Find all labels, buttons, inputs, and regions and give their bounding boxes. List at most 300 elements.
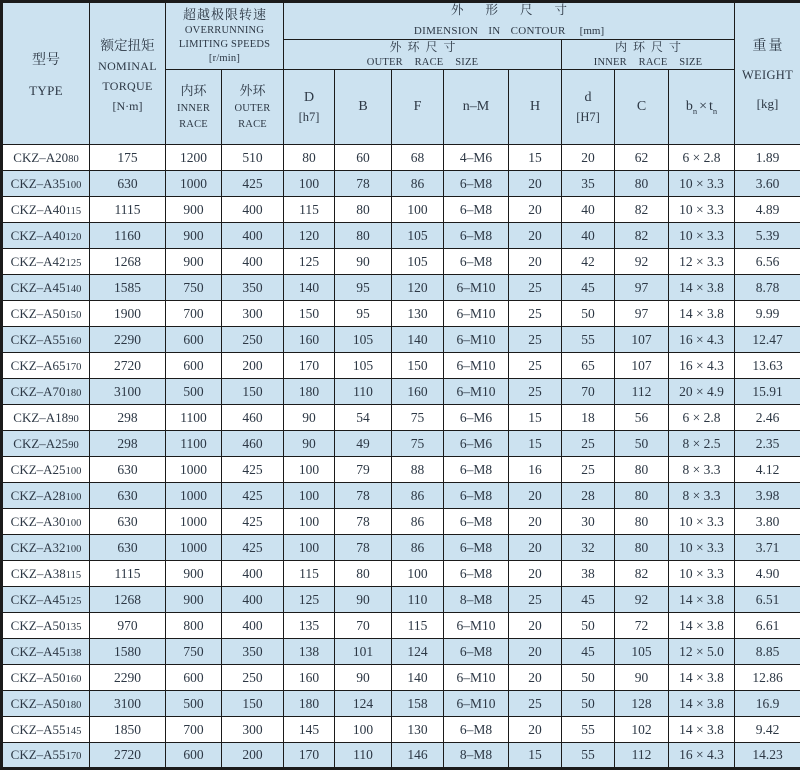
cell-nM: 6–M10 [444,275,509,301]
cell-d: 25 [562,431,615,457]
cell-outer_speed: 425 [222,483,284,509]
cell-C: 97 [615,301,669,327]
cell-C: 112 [615,743,669,769]
cell-outer_speed: 150 [222,691,284,717]
table-row [2,717,800,743]
cell-nM: 6–M8 [444,535,509,561]
col-nM-letter: n–M [444,99,508,115]
cell-bt: 16 × 4.3 [669,743,735,769]
cell-B: 78 [335,509,392,535]
inner-race-size-zh: 内环尺寸 [615,40,687,55]
cell-inner_speed: 1100 [166,405,222,431]
group-header-outer-race-size [284,40,562,70]
cell-H: 15 [509,405,562,431]
cell-H: 16 [509,457,562,483]
outer-race-en1: OUTER [235,102,271,116]
cell-outer_speed: 400 [222,587,284,613]
cell-inner_speed: 900 [166,249,222,275]
cell-weight: 2.35 [735,431,800,457]
cell-nM: 6–M8 [444,197,509,223]
col-F-letter: F [392,99,443,115]
cell-weight: 3.98 [735,483,800,509]
cell-C: 107 [615,327,669,353]
cell-C: 128 [615,691,669,717]
cell-bt: 10 × 3.3 [669,561,735,587]
cell-torque: 1268 [90,587,166,613]
cell-torque: 298 [90,431,166,457]
table-row [2,509,800,535]
cell-F: 86 [392,483,444,509]
table-row [2,249,800,275]
cell-F: 130 [392,301,444,327]
cell-d: 70 [562,379,615,405]
cell-type: CKZ–A50135 [2,613,90,639]
cell-nM: 6–M10 [444,665,509,691]
cell-torque: 1115 [90,561,166,587]
cell-type: CKZ–A35100 [2,171,90,197]
cell-type: CKZ–A55160 [2,327,90,353]
cell-B: 105 [335,353,392,379]
cell-torque: 630 [90,171,166,197]
cell-inner_speed: 600 [166,743,222,769]
cell-D: 100 [284,483,335,509]
cell-nM: 6–M10 [444,613,509,639]
cell-torque: 630 [90,535,166,561]
cell-B: 60 [335,145,392,171]
cell-nM: 6–M10 [444,327,509,353]
cell-nM: 6–M6 [444,431,509,457]
cell-F: 146 [392,743,444,769]
dimension-label-en: DIMENSION IN CONTOUR [414,25,566,37]
column-header-C [615,70,669,145]
cell-d: 28 [562,483,615,509]
cell-d: 40 [562,197,615,223]
cell-type: CKZ–A40115 [2,197,90,223]
cell-F: 140 [392,327,444,353]
column-header-bt [669,70,735,145]
cell-inner_speed: 800 [166,613,222,639]
inner-race-size-en: INNER RACE SIZE [594,56,703,69]
cell-inner_speed: 1000 [166,509,222,535]
cell-inner_speed: 1000 [166,483,222,509]
cell-weight: 13.63 [735,353,800,379]
cell-H: 20 [509,223,562,249]
table-row [2,405,800,431]
cell-C: 62 [615,145,669,171]
torque-unit: [N·m] [113,99,143,114]
cell-bt: 10 × 3.3 [669,509,735,535]
cell-inner_speed: 1000 [166,457,222,483]
cell-inner_speed: 900 [166,223,222,249]
cell-B: 80 [335,197,392,223]
cell-B: 78 [335,483,392,509]
cell-inner_speed: 750 [166,639,222,665]
table-row [2,353,800,379]
cell-nM: 6–M8 [444,639,509,665]
cell-H: 25 [509,353,562,379]
dimension-label-zh: 外形尺寸 [451,3,589,18]
cell-bt: 14 × 3.8 [669,613,735,639]
cell-outer_speed: 200 [222,353,284,379]
cell-outer_speed: 400 [222,613,284,639]
cell-F: 68 [392,145,444,171]
col-C-letter: C [615,99,668,115]
cell-weight: 2.46 [735,405,800,431]
cell-D: 90 [284,405,335,431]
cell-B: 80 [335,223,392,249]
cell-d: 45 [562,639,615,665]
cell-C: 82 [615,561,669,587]
cell-inner_speed: 750 [166,275,222,301]
cell-type: CKZ–A2590 [2,431,90,457]
cell-D: 125 [284,587,335,613]
bt-t-sub: n [713,106,717,116]
col-H-letter: H [509,99,561,115]
cell-d: 65 [562,353,615,379]
cell-torque: 1850 [90,717,166,743]
cell-inner_speed: 1000 [166,171,222,197]
cell-type: CKZ–A25100 [2,457,90,483]
cell-nM: 6–M8 [444,483,509,509]
cell-outer_speed: 460 [222,431,284,457]
cell-outer_speed: 300 [222,717,284,743]
cell-weight: 3.60 [735,171,800,197]
cell-outer_speed: 425 [222,535,284,561]
weight-label-en: WEIGHT [742,68,793,83]
cell-bt: 14 × 3.8 [669,717,735,743]
cell-F: 158 [392,691,444,717]
cell-weight: 6.61 [735,613,800,639]
cell-bt: 8 × 2.5 [669,431,735,457]
cell-d: 50 [562,691,615,717]
cell-H: 20 [509,717,562,743]
cell-torque: 298 [90,405,166,431]
col-bt-label [669,99,734,116]
cell-nM: 6–M10 [444,691,509,717]
cell-B: 101 [335,639,392,665]
cell-H: 20 [509,483,562,509]
cell-weight: 9.99 [735,301,800,327]
cell-C: 82 [615,223,669,249]
cell-type: CKZ–A65170 [2,353,90,379]
table-row [2,743,800,769]
col-D-letter: D [304,90,314,106]
cell-torque: 175 [90,145,166,171]
table-row [2,587,800,613]
cell-C: 97 [615,275,669,301]
cell-nM: 6–M8 [444,561,509,587]
cell-F: 115 [392,613,444,639]
cell-type: CKZ–A38115 [2,561,90,587]
cell-bt: 8 × 3.3 [669,457,735,483]
cell-C: 105 [615,639,669,665]
cell-F: 110 [392,587,444,613]
cell-nM: 6–M8 [444,171,509,197]
table-row [2,483,800,509]
speeds-unit: [r/min] [209,52,240,65]
cell-type: CKZ–A45138 [2,639,90,665]
cell-nM: 6–M8 [444,457,509,483]
table-row [2,197,800,223]
cell-nM: 6–M8 [444,223,509,249]
table-row [2,613,800,639]
cell-bt: 14 × 3.8 [669,275,735,301]
cell-weight: 6.51 [735,587,800,613]
cell-torque: 1900 [90,301,166,327]
cell-nM: 6–M10 [444,353,509,379]
cell-weight: 14.23 [735,743,800,769]
cell-C: 80 [615,457,669,483]
torque-label-en2: TORQUE [102,79,152,94]
cell-weight: 15.91 [735,379,800,405]
cell-F: 86 [392,535,444,561]
cell-D: 180 [284,379,335,405]
cell-H: 20 [509,639,562,665]
cell-type: CKZ–A32100 [2,535,90,561]
table-row [2,171,800,197]
cell-nM: 8–M8 [444,743,509,769]
cell-torque: 1160 [90,223,166,249]
cell-torque: 1268 [90,249,166,275]
inner-race-en1: INNER [177,102,210,116]
cell-type: CKZ–A2080 [2,145,90,171]
cell-D: 100 [284,457,335,483]
cell-weight: 6.56 [735,249,800,275]
column-header-outer-race-speed [222,70,284,145]
cell-H: 20 [509,249,562,275]
bt-t: t [709,99,713,114]
cell-F: 124 [392,639,444,665]
cell-d: 35 [562,171,615,197]
cell-H: 25 [509,379,562,405]
cell-nM: 6–M8 [444,717,509,743]
cell-F: 88 [392,457,444,483]
cell-C: 80 [615,171,669,197]
cell-torque: 630 [90,457,166,483]
cell-H: 25 [509,587,562,613]
cell-type: CKZ–A28100 [2,483,90,509]
cell-bt: 10 × 3.3 [669,223,735,249]
cell-inner_speed: 700 [166,301,222,327]
cell-B: 90 [335,587,392,613]
cell-nM: 6–M8 [444,249,509,275]
cell-weight: 4.89 [735,197,800,223]
cell-inner_speed: 500 [166,379,222,405]
cell-bt: 16 × 4.3 [669,327,735,353]
cell-inner_speed: 1200 [166,145,222,171]
cell-bt: 10 × 3.3 [669,171,735,197]
cell-d: 55 [562,717,615,743]
col-d-letter: d [585,90,592,106]
table-row [2,379,800,405]
cell-D: 145 [284,717,335,743]
cell-bt: 14 × 3.8 [669,665,735,691]
cell-type: CKZ–A55145 [2,717,90,743]
cell-weight: 4.12 [735,457,800,483]
cell-d: 30 [562,509,615,535]
cell-C: 80 [615,535,669,561]
cell-D: 160 [284,665,335,691]
cell-H: 20 [509,613,562,639]
cell-H: 20 [509,509,562,535]
cell-F: 120 [392,275,444,301]
cell-B: 105 [335,327,392,353]
cell-outer_speed: 200 [222,743,284,769]
cell-B: 95 [335,275,392,301]
cell-F: 150 [392,353,444,379]
cell-d: 25 [562,457,615,483]
cell-torque: 1580 [90,639,166,665]
cell-H: 20 [509,535,562,561]
cell-torque: 3100 [90,691,166,717]
cell-B: 110 [335,379,392,405]
cell-H: 15 [509,431,562,457]
table-row [2,223,800,249]
cell-D: 80 [284,145,335,171]
cell-nM: 6–M10 [444,379,509,405]
group-header-overrunning-speeds [166,2,284,70]
column-header-inner-race-speed [166,70,222,145]
cell-D: 170 [284,743,335,769]
cell-outer_speed: 510 [222,145,284,171]
cell-torque: 2720 [90,743,166,769]
cell-D: 170 [284,353,335,379]
cell-torque: 1585 [90,275,166,301]
cell-outer_speed: 400 [222,197,284,223]
cell-F: 75 [392,405,444,431]
cell-weight: 8.85 [735,639,800,665]
type-label-zh: 型号 [32,49,60,69]
cell-F: 160 [392,379,444,405]
cell-B: 95 [335,301,392,327]
cell-C: 90 [615,665,669,691]
table-row [2,691,800,717]
table-row [2,457,800,483]
cell-B: 70 [335,613,392,639]
cell-outer_speed: 460 [222,405,284,431]
column-header-torque [90,2,166,145]
cell-outer_speed: 350 [222,275,284,301]
cell-inner_speed: 900 [166,197,222,223]
cell-B: 100 [335,717,392,743]
cell-torque: 970 [90,613,166,639]
cell-F: 105 [392,223,444,249]
speeds-label-en2: LIMITING SPEEDS [179,38,270,51]
cell-F: 100 [392,197,444,223]
column-header-type [2,2,90,145]
cell-d: 18 [562,405,615,431]
cell-inner_speed: 1100 [166,431,222,457]
cell-inner_speed: 600 [166,327,222,353]
column-header-nM [444,70,509,145]
table-row [2,301,800,327]
cell-outer_speed: 400 [222,249,284,275]
cell-inner_speed: 900 [166,561,222,587]
cell-C: 80 [615,483,669,509]
cell-torque: 3100 [90,379,166,405]
type-label-en: TYPE [29,83,63,99]
cell-type: CKZ–A55170 [2,743,90,769]
cell-d: 50 [562,301,615,327]
cell-nM: 6–M8 [444,509,509,535]
table-row [2,431,800,457]
cell-B: 90 [335,249,392,275]
cell-outer_speed: 425 [222,509,284,535]
cell-torque: 630 [90,509,166,535]
cell-B: 49 [335,431,392,457]
cell-D: 140 [284,275,335,301]
cell-C: 80 [615,509,669,535]
cell-D: 100 [284,171,335,197]
cell-H: 20 [509,665,562,691]
cell-F: 140 [392,665,444,691]
cell-bt: 20 × 4.9 [669,379,735,405]
cell-D: 100 [284,535,335,561]
cell-d: 45 [562,587,615,613]
table-row [2,275,800,301]
cell-C: 107 [615,353,669,379]
cell-d: 55 [562,743,615,769]
cell-C: 56 [615,405,669,431]
cell-bt: 6 × 2.8 [669,405,735,431]
cell-F: 86 [392,171,444,197]
cell-inner_speed: 1000 [166,535,222,561]
cell-inner_speed: 700 [166,717,222,743]
cell-torque: 630 [90,483,166,509]
cell-d: 38 [562,561,615,587]
column-header-H [509,70,562,145]
cell-C: 72 [615,613,669,639]
cell-outer_speed: 300 [222,301,284,327]
cell-D: 135 [284,613,335,639]
cell-C: 112 [615,379,669,405]
outer-race-zh: 外环 [239,83,265,100]
cell-type: CKZ–A45140 [2,275,90,301]
table-row [2,665,800,691]
cell-B: 124 [335,691,392,717]
cell-type: CKZ–A50150 [2,301,90,327]
cell-bt: 6 × 2.8 [669,145,735,171]
cell-inner_speed: 600 [166,665,222,691]
inner-race-zh: 内环 [180,83,206,100]
cell-torque: 2290 [90,327,166,353]
weight-label-zh: 重量 [753,35,785,55]
cell-D: 90 [284,431,335,457]
cell-weight: 9.42 [735,717,800,743]
cell-type: CKZ–A42125 [2,249,90,275]
cell-bt: 12 × 5.0 [669,639,735,665]
outer-race-size-en: OUTER RACE SIZE [367,56,478,69]
cell-D: 160 [284,327,335,353]
inner-race-en2: RACE [179,118,208,132]
table-row [2,145,800,171]
cell-bt: 10 × 3.3 [669,197,735,223]
cell-F: 86 [392,509,444,535]
cell-B: 79 [335,457,392,483]
cell-D: 138 [284,639,335,665]
cell-type: CKZ–A50180 [2,691,90,717]
cell-type: CKZ–A1890 [2,405,90,431]
torque-label-en1: NOMINAL [98,59,157,74]
cell-torque: 2720 [90,353,166,379]
cell-H: 20 [509,561,562,587]
cell-F: 75 [392,431,444,457]
cell-D: 115 [284,561,335,587]
cell-outer_speed: 350 [222,639,284,665]
cell-bt: 16 × 4.3 [669,353,735,379]
dimension-unit: [mm] [580,25,604,37]
weight-unit: [kg] [757,96,779,112]
